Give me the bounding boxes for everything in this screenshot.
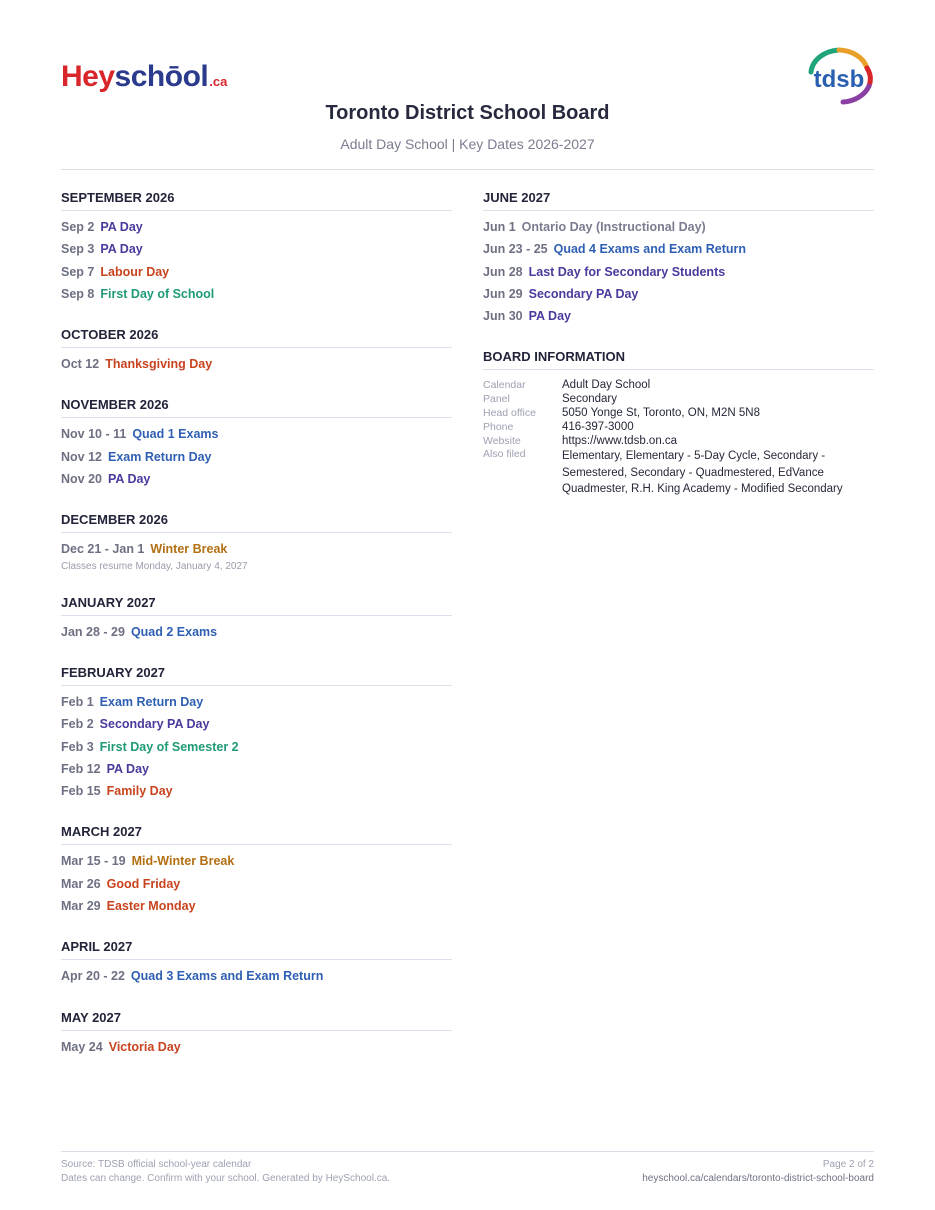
event-row (61, 216, 452, 238)
month-title: MAY 2027 (61, 1010, 452, 1031)
board-information (483, 349, 874, 497)
month-section (61, 190, 452, 305)
info-value: Secondary (562, 393, 617, 406)
month-june (483, 190, 874, 327)
event-row (61, 423, 452, 445)
event-date: Jun 28 (483, 264, 523, 279)
event-date: Jun 23 - 25 (483, 242, 548, 257)
footer-disclaimer: Dates can change. Confirm with your school. Generated by HeySchool.ca. (61, 1173, 391, 1184)
event-row (483, 283, 874, 305)
month-title: NOVEMBER 2026 (61, 397, 452, 418)
event-row (483, 238, 874, 260)
month-section (61, 1010, 452, 1058)
event-row (483, 305, 874, 327)
event-row (61, 713, 452, 735)
event-name: Easter Monday (106, 899, 196, 914)
event-date: Jan 28 - 29 (61, 624, 125, 639)
event-date: Sep 7 (61, 264, 95, 279)
event-row (61, 261, 452, 283)
page-subtitle: Adult Day School | Key Dates 2026-2027 (340, 136, 595, 152)
event-date: Feb 15 (61, 784, 101, 799)
event-row (61, 353, 452, 375)
info-value: Elementary, Elementary - 5-Day Cycle, Secondary - Semestered, Secondary - Quadmestered, EdVance Quadmester, R.H. King Academy - Modified Secondary (562, 450, 843, 496)
info-value: 5050 Yonge St, Toronto, ON, M2N 5N8 (562, 407, 760, 420)
event-row (61, 621, 452, 643)
footer-left (61, 1158, 390, 1186)
page-title: Toronto District School Board (325, 102, 610, 124)
event-date: Sep 2 (61, 220, 95, 234)
month-section (61, 824, 452, 917)
event-row (61, 283, 452, 305)
event-row (483, 261, 874, 283)
footer-url: heyschool.ca/calendars/toronto-district-school-board (642, 1173, 874, 1184)
event-name: Quad 3 Exams and Exam Return (130, 969, 324, 984)
header-divider (61, 169, 874, 170)
info-key: Calendar (483, 379, 526, 392)
info-key: Phone (483, 420, 514, 433)
month-title: APRIL 2027 (61, 939, 452, 960)
event-name: PA Day (108, 472, 151, 487)
month-section (61, 397, 452, 490)
event-row (61, 538, 452, 560)
event-date: Nov 20 (61, 472, 102, 487)
event-row (61, 758, 452, 780)
event-row (61, 736, 452, 758)
event-date: Feb 1 (61, 694, 94, 709)
event-date: Oct 12 (61, 357, 100, 372)
heyschool-logo (61, 60, 227, 100)
month-section (61, 665, 452, 802)
event-row (61, 895, 452, 917)
event-row (61, 238, 452, 260)
event-name: Victoria Day (108, 1039, 181, 1054)
event-date: Jun 1 (483, 220, 516, 234)
event-name: Ontario Day (Instructional Day) (521, 220, 706, 234)
event-date: Nov 10 - 11 (61, 427, 127, 442)
event-date: Nov 12 (61, 449, 102, 464)
event-name: PA Day (100, 242, 143, 257)
event-date: Sep 8 (61, 286, 95, 301)
event-date: Jun 29 (483, 286, 523, 301)
event-name: Exam Return Day (108, 449, 212, 464)
event-date: Dec 21 - Jan 1 (61, 542, 145, 557)
month-title: MARCH 2027 (61, 824, 452, 845)
event-row (61, 873, 452, 895)
event-name: Secondary PA Day (528, 286, 639, 301)
event-name: Labour Day (100, 264, 170, 279)
event-name: PA Day (100, 220, 143, 234)
month-section (61, 512, 452, 572)
info-value: Adult Day School (562, 379, 651, 392)
info-value: https://www.tdsb.on.ca (562, 434, 678, 447)
event-row (61, 691, 452, 713)
month-section (61, 595, 452, 643)
event-name: Secondary PA Day (99, 717, 210, 732)
month-note: Classes resume Monday, January 4, 2027 (61, 560, 248, 572)
footer-source: Source: TDSB official school-year calendar (61, 1159, 252, 1170)
logo-ca-text: .ca (209, 74, 228, 89)
info-key: Website (483, 434, 521, 447)
event-row (483, 216, 874, 238)
months-left-column (61, 190, 452, 1080)
month-section (61, 327, 452, 375)
event-date: Feb 3 (61, 739, 94, 754)
event-name: Good Friday (106, 876, 181, 891)
event-name: Winter Break (150, 542, 228, 557)
month-section (61, 939, 452, 987)
logo-school-text: schōol (114, 60, 209, 93)
event-name: First Day of Semester 2 (99, 739, 239, 754)
tdsb-logo (803, 46, 875, 106)
month-title: FEBRUARY 2027 (61, 665, 452, 686)
footer-right (642, 1158, 874, 1186)
info-value: 416-397-3000 (562, 420, 634, 433)
right-column (483, 190, 874, 520)
month-title: SEPTEMBER 2026 (61, 190, 452, 211)
event-name: Last Day for Secondary Students (528, 264, 726, 279)
event-name: First Day of School (100, 286, 215, 301)
footer-divider (61, 1151, 874, 1152)
event-row (61, 780, 452, 802)
info-key: Panel (483, 393, 510, 406)
event-date: Sep 3 (61, 242, 95, 257)
event-name: Quad 2 Exams (130, 624, 218, 639)
event-name: Thanksgiving Day (105, 357, 213, 372)
event-row (61, 468, 452, 490)
event-name: Quad 4 Exams and Exam Return (553, 242, 747, 257)
board-info-title: BOARD INFORMATION (483, 349, 874, 370)
event-row (61, 446, 452, 468)
event-date: Mar 26 (61, 876, 101, 891)
event-date: Mar 29 (61, 899, 101, 914)
month-title: OCTOBER 2026 (61, 327, 452, 348)
event-date: Feb 12 (61, 761, 101, 776)
event-name: Exam Return Day (99, 694, 204, 709)
page-number: Page 2 of 2 (822, 1159, 874, 1170)
event-name: Quad 1 Exams (132, 427, 219, 442)
event-date: Jun 30 (483, 309, 523, 324)
event-date: May 24 (61, 1039, 103, 1054)
event-name: Family Day (106, 784, 173, 799)
event-row (61, 850, 452, 872)
info-key: Head office (483, 407, 536, 420)
month-title: DECEMBER 2026 (61, 512, 452, 533)
event-name: PA Day (528, 309, 571, 324)
logo-hey-text: Hey (61, 60, 115, 93)
board-info-table (483, 379, 874, 497)
event-date: Apr 20 - 22 (61, 969, 125, 984)
month-title: JANUARY 2027 (61, 595, 452, 616)
event-date: Feb 2 (61, 717, 94, 732)
info-key: Also filed (483, 448, 526, 461)
event-name: PA Day (106, 761, 149, 776)
event-date: Mar 15 - 19 (61, 854, 126, 869)
event-row (61, 1036, 452, 1058)
event-row (61, 965, 452, 987)
tdsb-logo-text: tdsb (813, 66, 865, 93)
event-name: Mid-Winter Break (131, 854, 235, 869)
month-title: JUNE 2027 (483, 190, 874, 211)
